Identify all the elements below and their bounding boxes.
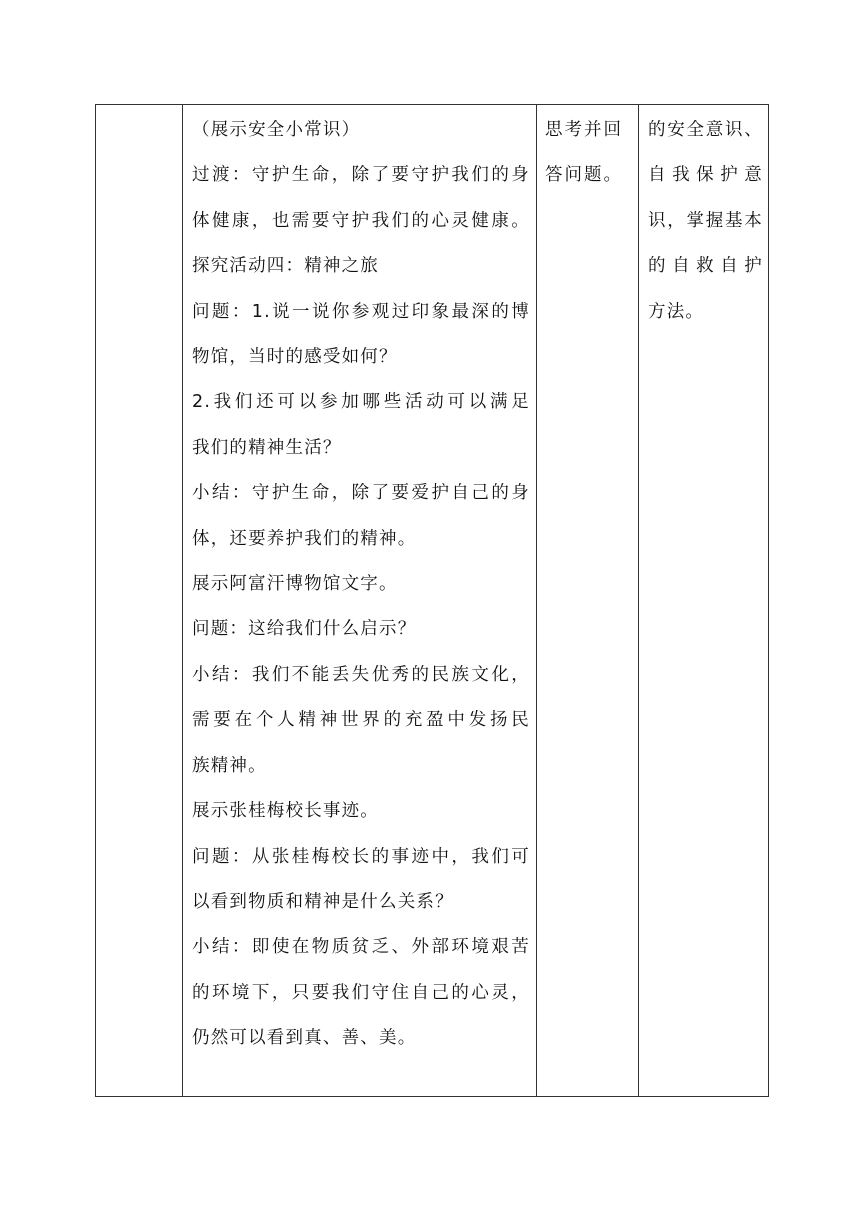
text-line: 2.我们还可以参加哪些活动可以满足 xyxy=(192,392,530,413)
text-line: 思考并回 xyxy=(545,120,623,140)
text-line: 以看到物质和精神是什么关系？ xyxy=(192,891,454,912)
design-purpose-cell xyxy=(639,105,769,1097)
text-line: 需要在个人精神世界的充盈中发扬民 xyxy=(192,710,530,731)
text-line: 的安全意识、 xyxy=(648,120,763,140)
text-line: 问题：1.说一说你参观过印象最深的博 xyxy=(192,301,530,322)
text-line: 过渡：守护生命，除了要守护我们的身 xyxy=(192,165,530,186)
text-line: 识，掌握基本 xyxy=(648,210,763,231)
student-activity-cell xyxy=(537,105,639,1097)
text-line: 物馆，当时的感受如何？ xyxy=(192,347,398,368)
text-line: 仍然可以看到真、善、美。 xyxy=(192,1028,417,1049)
text-line: 小结：守护生命，除了要爱护自己的身 xyxy=(192,483,530,504)
text-line: 自我保护意 xyxy=(648,165,763,186)
text-line: 小结：即使在物质贫乏、外部环境艰苦 xyxy=(192,937,530,958)
lesson-plan-table xyxy=(95,104,769,1097)
text-line: 体，还要养护我们的精神。 xyxy=(192,528,417,549)
text-line: 问题：这给我们什么启示？ xyxy=(192,619,417,640)
empty-left-cell xyxy=(96,105,183,1097)
text-line: 小结：我们不能丢失优秀的民族文化， xyxy=(192,664,530,685)
text-line: 展示阿富汗博物馆文字。 xyxy=(192,574,398,595)
text-line: 探究活动四：精神之旅 xyxy=(192,256,379,277)
text-line: 展示张桂梅校长事迹。 xyxy=(192,801,379,822)
table-row xyxy=(96,105,769,1097)
text-line: （展示安全小常识） xyxy=(192,120,361,140)
text-line: 我们的精神生活？ xyxy=(192,437,342,458)
text-line: 问题：从张桂梅校长的事迹中，我们可 xyxy=(192,846,530,867)
teaching-activity-cell xyxy=(183,105,537,1097)
text-line: 方法。 xyxy=(648,301,705,322)
text-line: 答问题。 xyxy=(545,165,623,186)
text-line: 的环境下，只要我们守住自己的心灵， xyxy=(192,982,530,1003)
text-line: 族精神。 xyxy=(192,755,267,776)
text-line: 体健康，也需要守护我们的心灵健康。 xyxy=(192,210,530,231)
text-line: 的自救自护 xyxy=(648,256,763,277)
